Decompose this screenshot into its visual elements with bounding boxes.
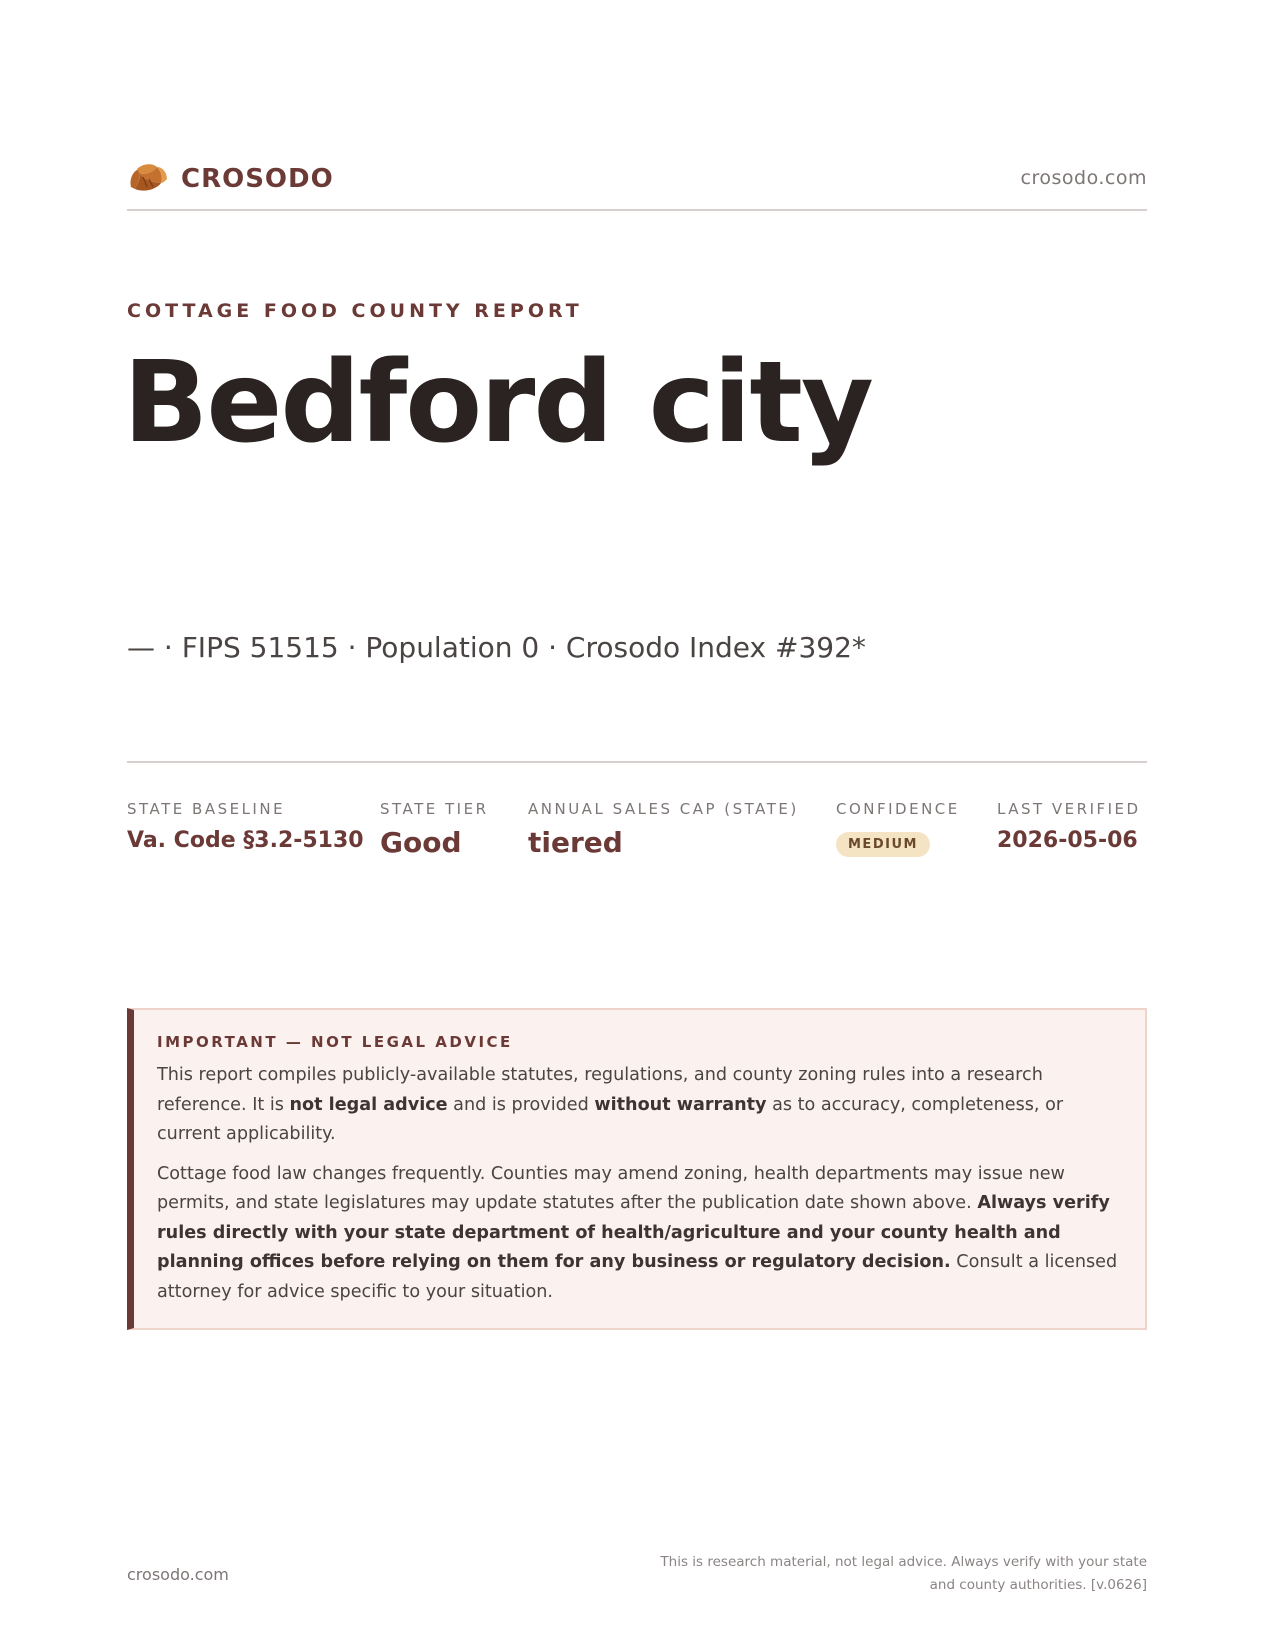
stat-state-tier bbox=[380, 800, 489, 859]
notice-emphasis: Always verify rules directly with your state department of health/agriculture and your county health and planning offices before relying on them for any business or regulatory decision. bbox=[157, 1193, 1110, 1272]
notice-text: as to accuracy, completeness, or current applicability. bbox=[157, 1094, 1064, 1144]
brand bbox=[127, 161, 334, 197]
notice-text: Cottage food law changes frequently. Counties may amend zoning, health departments may issue new permits, and state legislatures may update statutes after the publication date shown above. bbox=[157, 1163, 1065, 1213]
croissant-icon bbox=[127, 161, 169, 197]
notice-title: IMPORTANT — NOT LEGAL ADVICE bbox=[157, 1033, 513, 1051]
brand-name: CROSODO bbox=[181, 164, 334, 194]
stat-label: ANNUAL SALES CAP (STATE) bbox=[528, 800, 799, 818]
stats-row bbox=[127, 761, 1147, 859]
notice-paragraph-1 bbox=[157, 1061, 1123, 1150]
stat-confidence bbox=[836, 800, 960, 857]
stat-value: Va. Code §3.2-5130 bbox=[127, 828, 364, 853]
footer-disclaimer bbox=[627, 1551, 1147, 1597]
stat-last-verified bbox=[997, 800, 1141, 853]
stat-label: STATE BASELINE bbox=[127, 800, 286, 818]
stat-label: CONFIDENCE bbox=[836, 800, 960, 818]
legal-notice bbox=[127, 1008, 1147, 1330]
site-link[interactable]: crosodo.com bbox=[1020, 167, 1147, 189]
stat-annual-sales-cap bbox=[528, 800, 799, 859]
notice-emphasis: not legal advice bbox=[289, 1094, 448, 1115]
stat-value: 2026-05-06 bbox=[997, 828, 1138, 853]
notice-paragraph-2 bbox=[157, 1160, 1123, 1308]
stat-state-baseline bbox=[127, 800, 364, 853]
footer-disclaimer-line: and county authorities. [v.0626] bbox=[929, 1577, 1147, 1593]
notice-text: Consult a licensed attorney for advice specific to your situation. bbox=[157, 1252, 1118, 1302]
status-badge: MEDIUM bbox=[836, 832, 930, 857]
notice-text: and is provided bbox=[447, 1094, 595, 1115]
stat-label: LAST VERIFIED bbox=[997, 800, 1141, 818]
notice-emphasis: without warranty bbox=[594, 1094, 767, 1115]
stat-label: STATE TIER bbox=[380, 800, 489, 818]
page-header bbox=[127, 157, 1147, 211]
footer-site-link[interactable]: crosodo.com bbox=[127, 1565, 229, 1584]
stat-value: tiered bbox=[528, 826, 623, 859]
footer-disclaimer-line: This is research material, not legal advice. Always verify with your state bbox=[660, 1554, 1147, 1570]
stat-value: Good bbox=[380, 826, 462, 859]
page-title: Bedford city bbox=[123, 338, 872, 468]
report-kicker: COTTAGE FOOD COUNTY REPORT bbox=[127, 300, 583, 322]
report-subline: — · FIPS 51515 · Population 0 · Crosodo Index #392* bbox=[127, 631, 866, 664]
notice-text: This report compiles publicly-available statutes, regulations, and county zoning rules into a research reference. It is bbox=[157, 1065, 1043, 1115]
report-page bbox=[123, 0, 1147, 1650]
